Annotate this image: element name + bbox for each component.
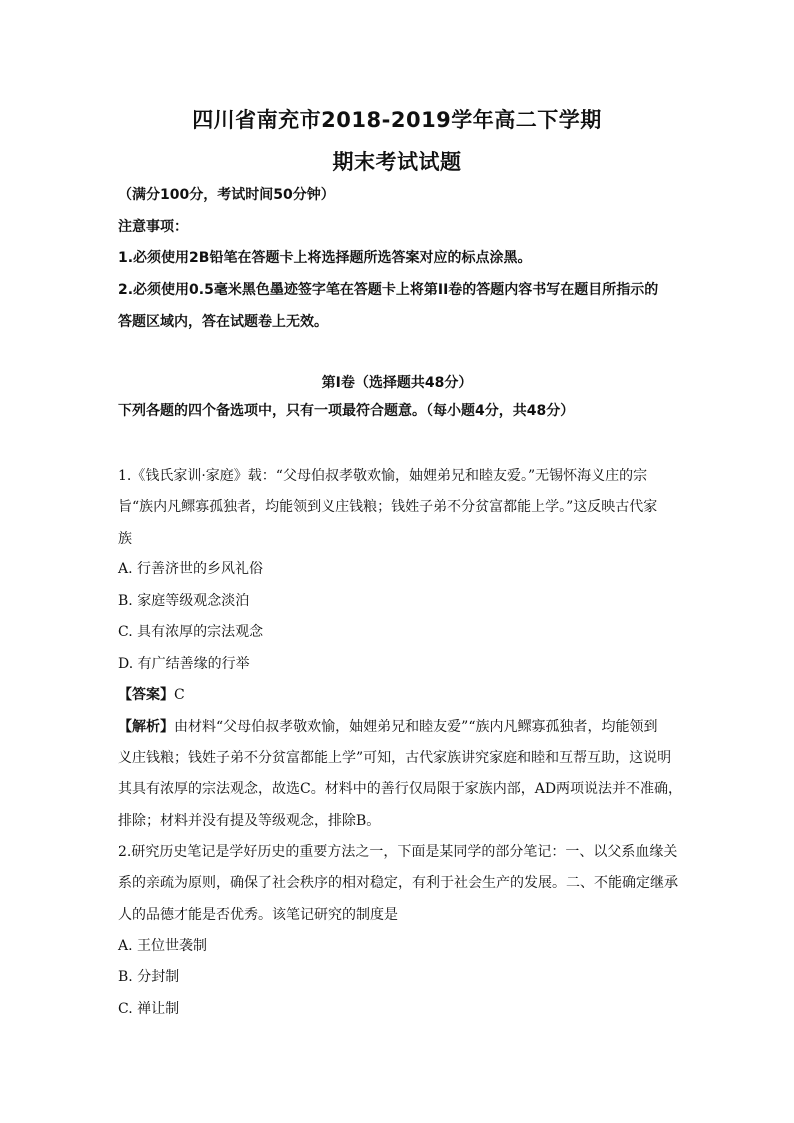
analysis-label: 【解析】 [118,719,174,735]
exam-subtitle: 期末考试试题 [332,150,462,174]
exam-title: 四川省南充市2018-2019学年高二下学期 [192,108,602,132]
q2-stem-line2: 系的亲疏为原则，确保了社会秩序的相对稳定，有利于社会生产的发展。二、不能确定继承 [118,875,678,891]
q2-stem-line1: 2.研究历史笔记是学好历史的重要方法之一，下面是某同学的部分笔记：一、以父系血缘关 [118,844,678,860]
q1-analysis-line4: 排除；材料并没有提及等级观念，排除B。 [118,813,381,829]
q1-answer [118,685,688,705]
q1-option-c: C. 具有浓厚的宗法观念 [118,624,264,640]
q1-analysis-line2: 义庄钱粮；钱姓子弟不分贫富都能上学”可知，古代家族讲究家庭和睦和互帮互助，这说明 [118,750,672,766]
q2-option-b: B. 分封制 [118,969,180,985]
notice-item-2-line2: 答题区域内，答在试题卷上无效。 [118,314,328,330]
q1-stem-line1: 1.《钱氏家训·家庭》载：“父母伯叔孝敬欢愉，妯娌弟兄和睦友爱。”无锡怀海义庄的宗 [118,468,648,484]
q1-stem-line3: 族 [118,531,132,547]
q1-option-b: B. 家庭等级观念淡泊 [118,593,250,609]
answer-label: 【答案】 [118,687,174,703]
q1-analysis-line3: 其具有浓厚的宗法观念，故选C。材料中的善行仅局限于家族内部，AD两项说法并不准确， [118,781,683,797]
q2-option-c: C. 禅让制 [118,1001,180,1017]
answer-value: C [174,687,185,703]
q2-option-a: A. 王位世袭制 [118,938,208,954]
q1-stem-line2: 旨“族内凡鳏寡孤独者，均能领到义庄钱粮；钱姓子弟不分贫富都能上学。”这反映古代家 [118,499,658,515]
q1-analysis-line1 [118,717,688,737]
notice-label: 注意事项： [118,219,188,235]
section-instruction: 下列各题的四个备选项中，只有一项最符合题意。（每小题4分，共48分） [118,403,575,419]
q1-option-a: A. 行善济世的乡风礼俗 [118,561,264,577]
analysis-text: 由材料“父母伯叔孝敬欢愉，妯娌弟兄和睦友爱”“族内凡鳏寡孤独者，均能领到 [174,719,658,735]
notice-item-1: 1.必须使用2B铅笔在答题卡上将选择题所选答案对应的标点涂黑。 [118,250,532,266]
score-time-note: （满分100分，考试时间50分钟） [118,187,335,203]
notice-item-2-line1: 2.必须使用0.5毫米黑色墨迹签字笔在答题卡上将第II卷的答题内容书写在题目所指示的 [118,282,659,298]
q2-stem-line3: 人的品德才能是否优秀。该笔记研究的制度是 [118,907,398,923]
section-title: 第I卷（选择题共48分） [321,375,473,391]
q1-option-d: D. 有广结善缘的行举 [118,656,250,672]
